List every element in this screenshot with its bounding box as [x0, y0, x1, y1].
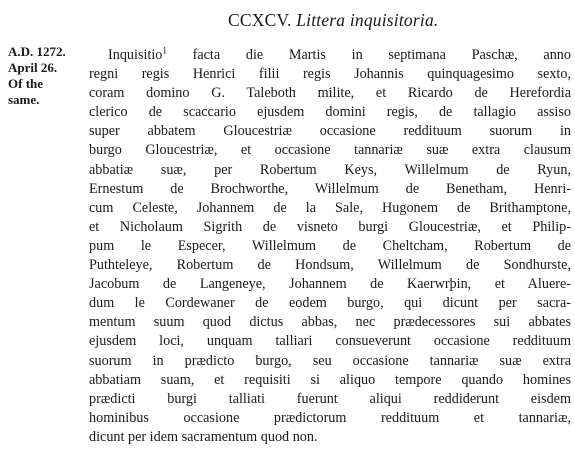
body-line: cum Celeste, Johannem de la Sale, Hugonem de Brithamptone,: [89, 199, 571, 216]
document-title: Littera inquisitoria.: [296, 10, 439, 30]
body-line: hominibus occasione prædictorum reddituum et tannariæ,: [89, 409, 571, 426]
body-line: et Nicholaum Sigrith de visneto burgi Gloucestriæ, et Philip-: [89, 218, 571, 235]
body-line: prædicti burgi talliati fuerunt aliqui reddiderunt eisdem: [89, 390, 571, 407]
body-line: ejusdem loci, unquam talliari consueverunt occasione reddituum: [89, 333, 571, 350]
body-line: regni regis Henrici filii regis Johannis quinquagesimo sexto,: [89, 66, 571, 83]
body-line: pum le Especer, Willelmum de Cheltcham, Robertum de: [89, 237, 571, 254]
body-line: Ernestum de Brochworthe, Willelmum de Benetham, Henri-: [89, 180, 571, 197]
body-line-first: [89, 46, 571, 65]
document-body: [89, 46, 571, 447]
margin-note-date: April 26.: [8, 60, 58, 75]
body-line: clerico de scaccario ejusdem domini regis, de tallagio assiso: [89, 104, 571, 121]
body-line: coram domino G. Taleboth milite, et Ricardo de Herefordia: [89, 85, 571, 102]
margin-note-year: A.D. 1272.: [8, 44, 66, 59]
body-first-word: Inquisitio: [108, 47, 163, 63]
body-line: mentum suum quod dictus abbas, nec prædecessores sui abbates: [89, 314, 571, 331]
body-first-rest: facta die Martis in septimana Paschæ, anno: [192, 47, 571, 63]
body-line: super abbatem Gloucestriæ occasione reddituum suorum in: [89, 123, 571, 140]
footnote-marker[interactable]: 1: [162, 45, 167, 56]
body-line: suorum in prædicto burgo, seu occasione tannariæ suæ extra: [89, 352, 571, 369]
body-line: dum le Cordewaner de eodem burgo, qui dicunt per sacra-: [89, 295, 571, 312]
body-line: burgo Gloucestriæ, et occasione tannariæ suæ extra clausum: [89, 142, 571, 159]
body-line: abbatiæ suæ, per Robertum Keys, Willelmum de Ryun,: [89, 161, 571, 178]
margin-note-same: same.: [8, 92, 40, 107]
body-line: Jacobum de Langeneye, Johannem de Kaerwrþin, et Aluere-: [89, 276, 571, 293]
body-line: Puthteleye, Robertum de Hondsum, Willelmum de Sondhurste,: [89, 257, 571, 274]
page-heading: [228, 10, 438, 31]
body-line-last: dicunt per idem sacramentum quod non.: [89, 428, 318, 445]
body-line: abbatiam suam, et requisiti si aliquo tempore quando homines: [89, 371, 571, 388]
margin-note: [8, 44, 92, 108]
document-number: CCXCV.: [228, 10, 292, 30]
margin-note-of: Of the: [8, 76, 44, 91]
